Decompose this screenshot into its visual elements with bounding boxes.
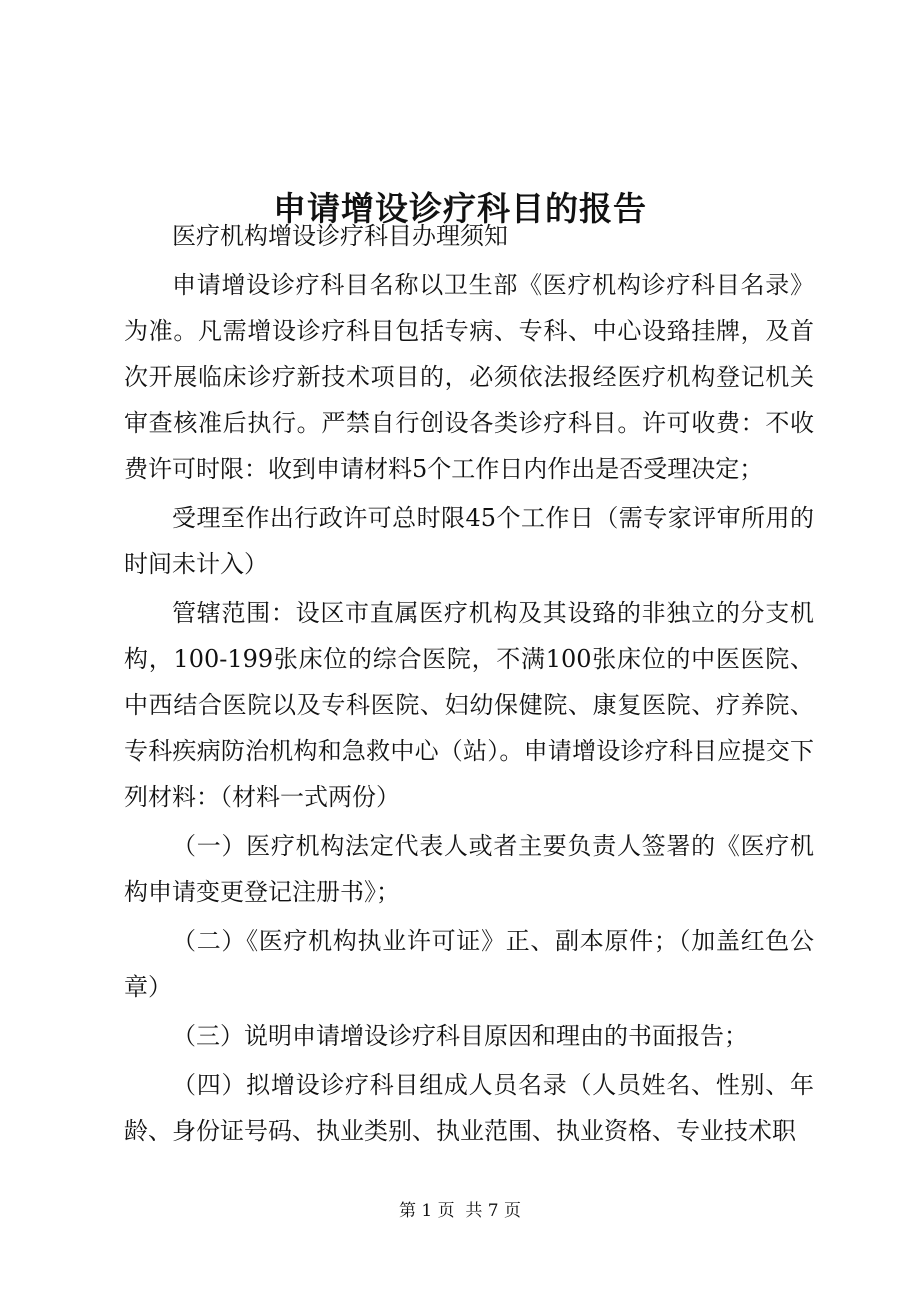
page-footer — [0, 1196, 920, 1226]
document-title: 申请增设诊疗科目的报告 — [273, 189, 647, 229]
paragraph-jurisdiction: 管辖范围：设区市直属医疗机构及其设臵的非独立的分支机构，100-199张床位的综合医院，不满100张床位的中医医院、中西结合医院以及专科医院、妇幼保健院、康复医院、疗养院、专科疾病防治机构和急救中心（站）。申请增设诊疗科目应提交下列材料：（材料一式两份） — [124, 599, 814, 811]
paragraph-scope: 申请增设诊疗科目名称以卫生部《医疗机构诊疗科目名录》为准。凡需增设诊疗科目包括专病、专科、中心设臵挂牌，及首次开展临床诊疗新技术项目的，必须依法报经医疗机构登记机关审查核准后执行。严禁自行创设各类诊疗科目。许可收费：不收费许可时限：收到申请材料5个工作日内作出是否受理决定； — [124, 271, 814, 483]
paragraph-time-limit: 受理至作出行政许可总时限45个工作日（需专家评审所用的时间未计入） — [124, 504, 814, 578]
paragraph-item-3: （三）说明申请增设诊疗科目原因和理由的书面报告； — [172, 1022, 748, 1050]
paragraph-subtitle: 医疗机构增设诊疗科目办理须知 — [172, 222, 508, 250]
document-body — [124, 213, 814, 1154]
paragraph-item-4: （四）拟增设诊疗科目组成人员名录（人员姓名、性别、年龄、身份证号码、执业类别、执业范围、执业资格、专业技术职 — [124, 1071, 814, 1145]
page-number: 第 1 页 共 7 页 — [398, 1201, 522, 1221]
paragraph-item-1: （一）医疗机构法定代表人或者主要负责人签署的《医疗机构申请变更登记注册书》； — [124, 832, 814, 906]
paragraph-item-2: （二）《医疗机构执业许可证》正、副本原件；（加盖红色公章） — [124, 927, 814, 1001]
